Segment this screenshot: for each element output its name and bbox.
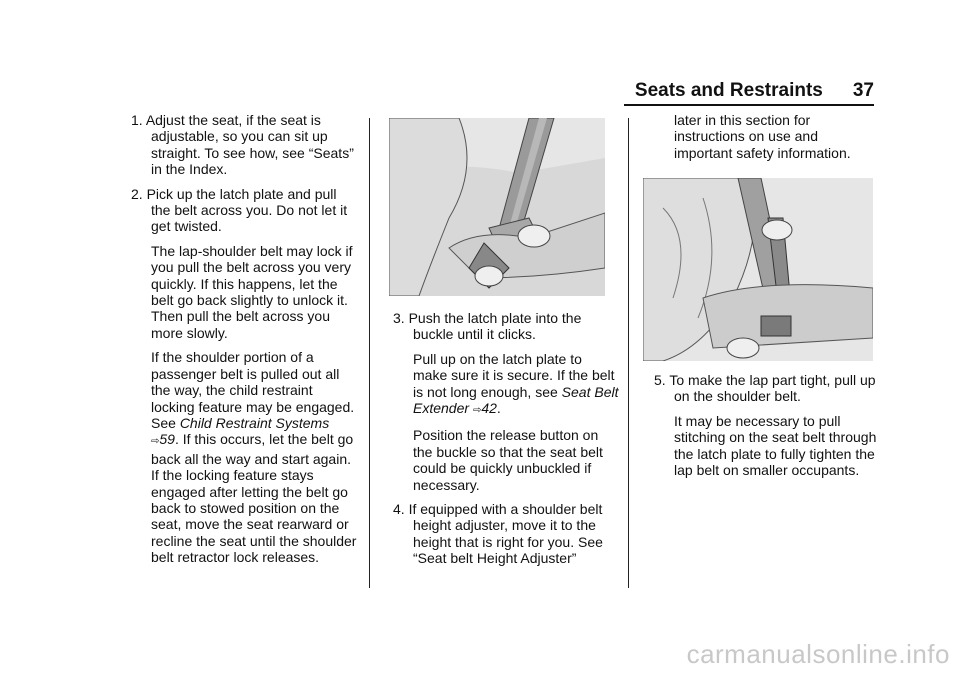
child-restraint-note <box>126 349 358 565</box>
stitching-note: It may be necessary to pull stitching on the seat belt through the latch plate to fully tighten the lap belt on smaller occupants. <box>674 412 877 479</box>
page-ref-icon: ⇨ <box>151 436 160 448</box>
secure-check-note-end: . <box>496 400 501 417</box>
release-button-note: Position the release button on the buckle so that the seat belt could be quickly unbuckled if necessary. <box>413 427 603 493</box>
step-2-number: 2. <box>131 185 143 202</box>
height-adjuster-cont: later in this section for instructions on use and important safety information. <box>674 112 851 161</box>
child-restraint-note-cont: . If this occurs, let the belt go back all the way and start again. If the locking feature stays engaged after letting the belt go back to stowed position on the seat, move the seat rearward or recline the seat until the shoulder belt retractor lock releases. <box>151 431 357 566</box>
column-divider-left <box>369 118 370 588</box>
step-1-text: Adjust the seat, if the seat is adjustable, so you can sit up straight. To see how, see “Seats” in the Index. <box>145 112 354 178</box>
column-3 <box>649 112 879 169</box>
step-2-text: Pick up the latch plate and pull the belt across you. Do not let it get twisted. <box>146 185 348 235</box>
step-5-number: 5. <box>654 372 666 388</box>
step-4-text: If equipped with a shoulder belt height adjuster, move it to the height that is right for you. See “Seat belt Height Adjuster” <box>408 501 603 567</box>
header-rule <box>624 104 874 106</box>
child-restraint-systems-link[interactable]: Child Restraint Systems <box>179 414 330 431</box>
page-header <box>635 80 874 102</box>
lap-belt-tighten-illustration <box>643 178 873 361</box>
step-1-number: 1. <box>131 112 143 128</box>
tighten-illustration-svg <box>643 178 873 361</box>
step-4-number: 4. <box>393 501 405 518</box>
secure-check-note <box>388 351 620 420</box>
child-restraint-page-ref[interactable]: 59 <box>159 431 175 448</box>
step-1 <box>126 112 358 178</box>
step-3-text: Push the latch plate into the buckle until it clicks. <box>408 310 582 343</box>
step-5-text: To make the lap part tight, pull up on the shoulder belt. <box>669 372 876 405</box>
seat-belt-extender-page-ref[interactable]: 42 <box>481 400 497 417</box>
column-divider-right <box>628 118 629 588</box>
step-2 <box>126 186 358 235</box>
latch-plate-insert-illustration <box>389 118 605 296</box>
child-restraint-note-text: If the shoulder portion of a passenger belt is pulled out all the way, the child restraint locking feature may be engaged. See <box>151 349 355 431</box>
step-5 <box>649 372 879 405</box>
column-2 <box>388 310 620 575</box>
latch-illustration-svg <box>389 118 605 296</box>
page-number: 37 <box>852 80 874 101</box>
secure-check-note-text: Pull up on the latch plate to make sure it is secure. If the belt is not long enough, see <box>413 350 615 400</box>
section-title: Seats and Restraints <box>634 80 823 101</box>
column-1 <box>126 112 358 574</box>
step-3 <box>388 310 620 343</box>
page-ref-icon: ⇨ <box>472 405 482 417</box>
lock-note: The lap-shoulder belt may lock if you pull the belt across you very quickly. If this happens, let the belt go back slightly to unlock it. Then pull the belt across you more slowly. <box>151 242 353 341</box>
watermark: carmanualsonline.info <box>686 639 950 669</box>
seat-belt-extender-link[interactable]: Seat Belt Extender <box>413 383 619 417</box>
step-3-number: 3. <box>393 310 405 326</box>
column-3-lower <box>649 372 879 486</box>
step-4 <box>388 501 620 567</box>
